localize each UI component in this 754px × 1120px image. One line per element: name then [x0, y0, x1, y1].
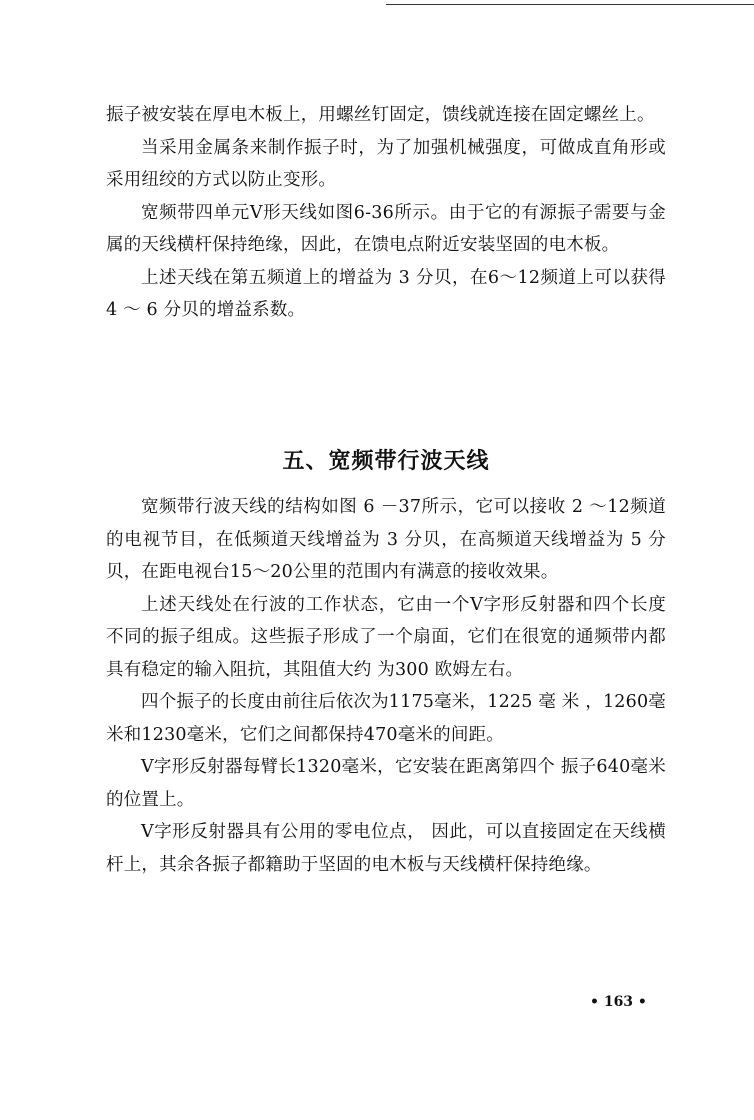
paragraph-4: 上述天线在第五频道上的增益为 3 分贝，在6～12频道上可以获得 4 ～ 6 分贝的增益系数。: [106, 267, 666, 320]
paragraph-9: V字形反射器具有公用的零电位点， 因此，可以直接固定在天线横杆上，其余各振子都籍助于坚固的电木板与天线横杆保持绝缘。: [106, 822, 666, 875]
paragraph-8: V字形反射器每臂长1320毫米，它安装在距离第四个 振子640毫米的位置上。: [106, 757, 666, 810]
text-block-before-heading: [106, 99, 666, 327]
page-number: • 163 •: [590, 994, 647, 1010]
paragraph-3: 宽频带四单元V形天线如图6-36所示。由于它的有源振子需要与金属的天线横杆保持绝缘，因此，在馈电点附近安装坚固的电木板。: [106, 202, 666, 255]
paragraph-7: 四个振子的长度由前往后依次为1175毫米，1225 毫 米 ，1260毫米和1230毫米，它们之间都保持470毫米的间距。: [106, 692, 666, 745]
section-heading: 五、宽频带行波天线: [282, 449, 490, 475]
text-block-after-heading: [106, 491, 666, 881]
header-rule: [386, 4, 754, 5]
paragraph-1: 振子被安装在厚电木板上，用螺丝钉固定，馈线就连接在固定螺丝上。: [106, 105, 655, 125]
paragraph-5: 宽频带行波天线的结构如图 6 －37所示，它可以接收 2 ～12频道的电视节目，在低频道天线增益为 3 分贝，在高频道天线增益为 5 分贝，在距电视台15～20公里的范围内有满意的接收效果。: [106, 497, 666, 582]
paragraph-2: 当采用金属条来制作振子时，为了加强机械强度，可做成直角形或采用纽绞的方式以防止变形。: [106, 137, 666, 190]
paragraph-6: 上述天线处在行波的工作状态，它由一个V字形反射器和四个长度不同的振子组成。这些振子形成了一个扇面，它们在很宽的通频带内都具有稳定的输入阻抗，其阻值大约 为300 欧姆左右。: [106, 594, 666, 680]
